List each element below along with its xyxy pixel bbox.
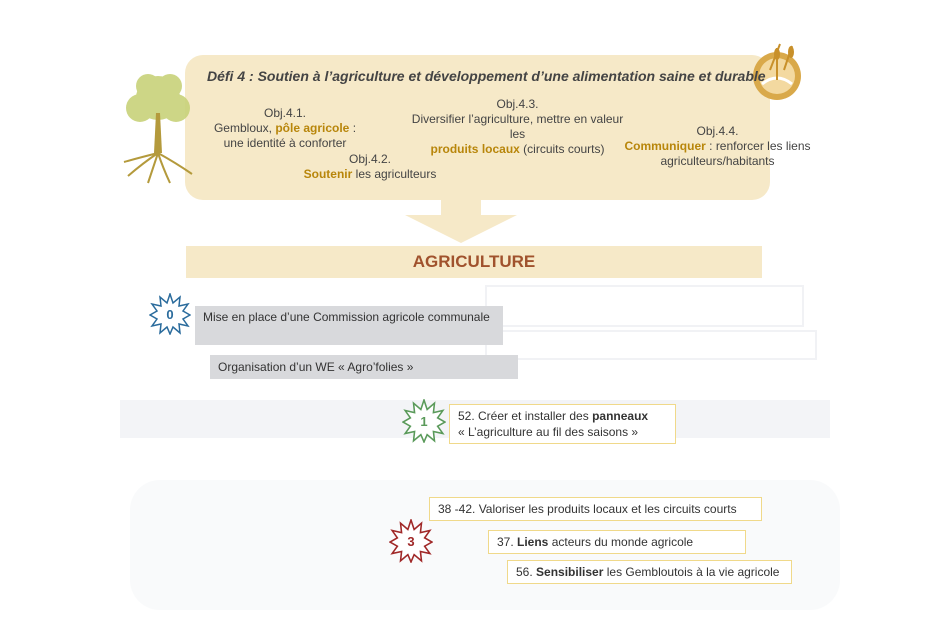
objective-code: Obj.4.2. <box>348 152 392 166</box>
priority-number: 0 <box>166 306 174 322</box>
priority-badge-3 <box>389 519 433 563</box>
bleed-through-outline <box>485 330 817 360</box>
action-item: 37. Liens acteurs du monde agricole <box>488 530 746 554</box>
priority-number: 3 <box>407 533 415 549</box>
priority-badge-1 <box>402 399 446 443</box>
defi-title: Défi 4 : Soutien à l’agriculture et développement d’une alimentation saine et durable <box>207 68 766 84</box>
action-item: Mise en place d’une Commission agricole communale <box>195 306 503 345</box>
section-title: AGRICULTURE <box>412 252 536 271</box>
action-item: 52. Créer et installer des panneaux « L’agriculture au fil des saisons » <box>449 404 676 444</box>
section-banner <box>186 246 762 278</box>
objective-code: Obj.4.3. <box>496 97 539 111</box>
priority-badge-0 <box>149 293 191 335</box>
bleed-through-outline <box>485 285 804 327</box>
objective-code: Obj.4.1. <box>263 106 307 120</box>
objective-code: Obj.4.4. <box>696 124 739 138</box>
action-item: 38 -42. Valoriser les produits locaux et les circuits courts <box>429 497 762 521</box>
action-item: 56. Sensibiliser les Gembloutois à la vie agricole <box>507 560 792 584</box>
down-arrow-icon <box>405 197 517 243</box>
objective-4-3: Obj.4.3. Diversifier l’agriculture, mettre en valeur les produits locaux (circuits courts) <box>405 97 630 157</box>
objective-4-4: Obj.4.4. Communiquer : renforcer les liens agriculteurs/habitants <box>620 124 815 169</box>
tree-icon <box>118 68 200 186</box>
action-item: Organisation d’un WE « Agro’folies » <box>210 355 518 379</box>
priority-number: 1 <box>420 413 428 429</box>
objective-4-1: Obj.4.1. Gembloux, pôle agricole : une identité à conforter <box>205 106 365 151</box>
objective-4-2: Obj.4.2. Soutenir les agriculteurs <box>300 152 440 182</box>
